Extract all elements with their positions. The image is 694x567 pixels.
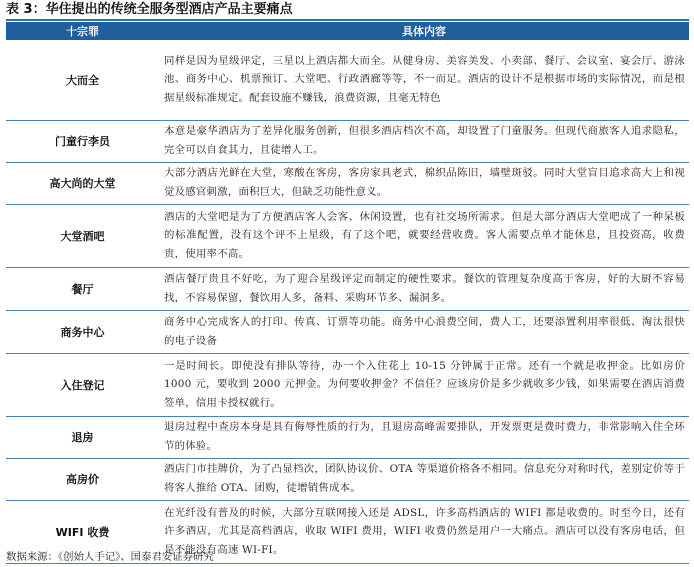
row-content: 酒店门市挂牌价，为了凸显档次，团队协议价、OTA 等渠道价格各不相同。信息充分对称时代，差别定价等于将客人推给 OTA、团购，徒增销售成本。 [159, 458, 689, 500]
table-row [6, 416, 689, 458]
row-content: 一是时间长。即使没有排队等待，办一个入住花上 10-15 分钟属于正常。还有一个就是收押金。比如房价 1000 元，要收到 2000 元押金。为何要收押金？不信任？应该房价是多少就收多少钱，如果需要在酒店消费签单，信用卡授权就行。 [159, 353, 689, 416]
header-category: 十宗罪 [6, 22, 159, 40]
table-row [6, 310, 689, 353]
row-content: 同样是因为星级评定，三星以上酒店都大而全。从健身房、美容美发、小卖部、餐厅、会议室、宴会厅、游泳池、商务中心、机票预订、大堂吧、行政酒廊等等，不一而足。酒店的设计不是根据市场的实际情况，而是根据星级标准规定。配套设施不赚钱，浪费资源，且毫无特色 [159, 40, 689, 120]
table-row [6, 162, 689, 204]
row-label: 退房 [6, 416, 159, 458]
row-label: 高大尚的大堂 [6, 162, 159, 204]
table-row [6, 353, 689, 416]
table-title: 表 3：华住提出的传统全服务型酒店产品主要痛点 [6, 2, 293, 17]
table-row [6, 204, 689, 267]
row-label: 大堂酒吧 [6, 204, 159, 267]
row-content: 大部分酒店光鲜在大堂，寒酸在客房，客房家具老式，棉织品陈旧，墙壁斑驳。同时大堂盲目追求高大上和视觉及感官刺激，面积巨大，但缺乏功能性意义。 [159, 162, 689, 204]
row-label: 入住登记 [6, 353, 159, 416]
pain-points-table [6, 22, 689, 564]
table-row [6, 458, 689, 500]
row-label: 门童行李员 [6, 120, 159, 162]
table-row [6, 267, 689, 310]
row-label: 商务中心 [6, 310, 159, 353]
table-row [6, 40, 689, 120]
table-header-row [6, 22, 689, 40]
row-content: 酒店的大堂吧是为了方便酒店客人会客、休闲设置，也有社交场所需求。但是大部分酒店大堂吧成了一种呆板的标准配置，没有这个评不上星级，有了这个吧，就要经营收费。客人需要点单才能休息，且投资高，收费贵，使用率不高。 [159, 204, 689, 267]
header-content: 具体内容 [159, 22, 689, 40]
row-content: 在光纤没有普及的时候，大部分互联网接入还是 ADSL，许多高档酒店的 WIFI 都是收费的。时至今日，还有许多酒店，尤其是高档酒店，收取 WIFI 费用，WIFI 收费仍然是用户一大痛点。酒店可以没有客房电话，但是不能没有高速 WI-FI。 [159, 500, 689, 563]
row-content: 酒店餐厅贵且不好吃，为了迎合星级评定而制定的硬性要求。餐饮的管理复杂度高于客房，好的大厨不容易找，不容易保留，餐饮用人多，备料、采购环节多、漏洞多。 [159, 267, 689, 310]
row-content: 本意是豪华酒店为了差异化服务创新，但很多酒店档次不高，却设置了门童服务。但现代商旅客人追求隐私，完全可以自食其力，且徒增人工。 [159, 120, 689, 162]
row-label: 餐厅 [6, 267, 159, 310]
source-note: 数据来源：《创始人手记》、国泰君安证券研究 [6, 551, 214, 563]
title-rule [6, 19, 689, 21]
row-label: 高房价 [6, 458, 159, 500]
table-row [6, 120, 689, 162]
row-content: 商务中心完成客人的打印、传真、订票等功能。商务中心浪费空间，费人工，还要添置利用率很低、淘汰很快的电子设备 [159, 310, 689, 353]
row-label: 大而全 [6, 40, 159, 120]
row-content: 退房过程中查房本身是具有侮辱性质的行为，且退房高峰需要排队，开发票更是费时费力，非常影响入住全环节的体验。 [159, 416, 689, 458]
row-label: WIFI 收费 [6, 500, 159, 563]
